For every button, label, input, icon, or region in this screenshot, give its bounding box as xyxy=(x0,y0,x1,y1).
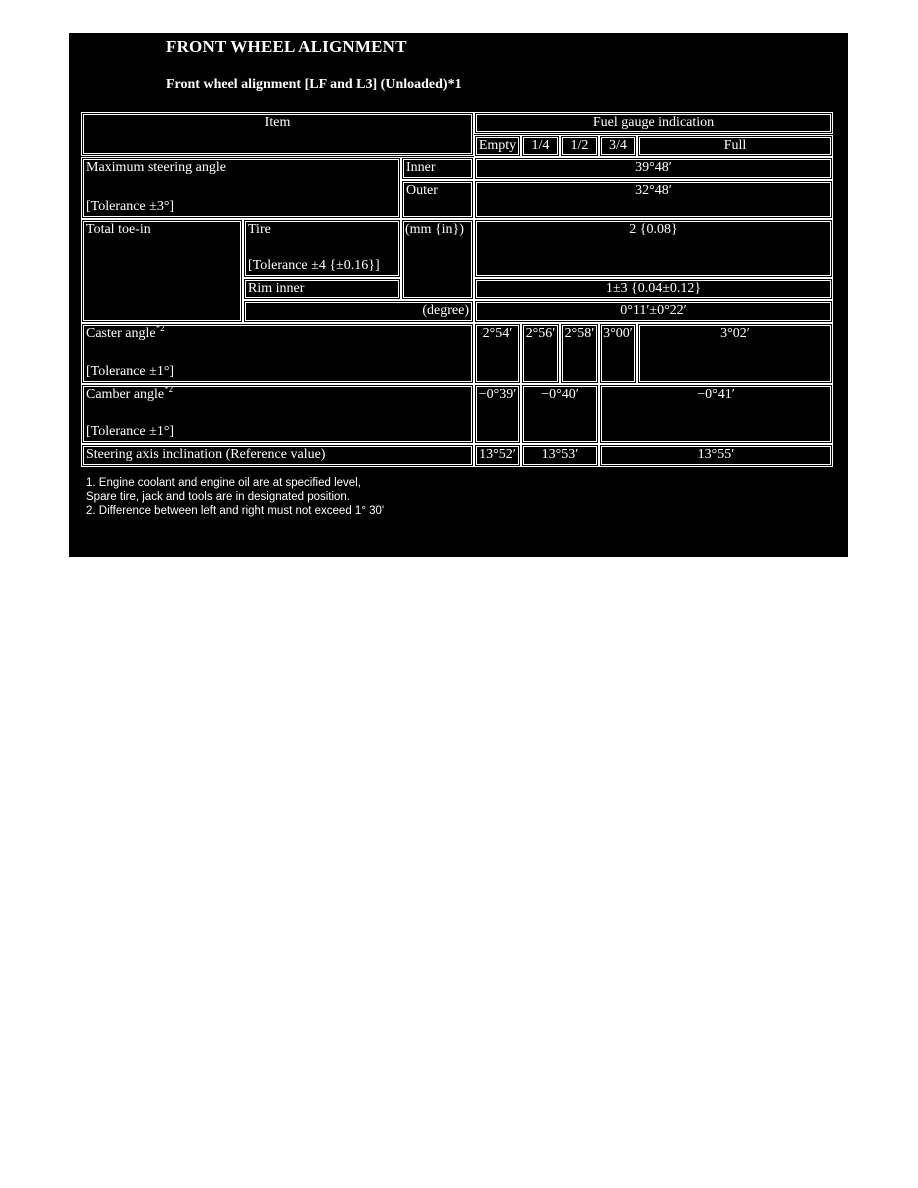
outer-label: Outer xyxy=(401,180,474,219)
tire-label: Tire xyxy=(248,222,271,237)
camber-value-empty: −0°39′ xyxy=(474,384,521,444)
steering-axis-value-full: 13°55′ xyxy=(599,444,833,467)
max-steering-tolerance: [Tolerance ±3°] xyxy=(86,199,175,214)
caster-note-ref: *2 xyxy=(155,323,165,333)
toe-in-unit-mm: (mm {in}) xyxy=(401,219,474,300)
camber-cell xyxy=(81,384,474,444)
inner-label: Inner xyxy=(401,157,474,180)
tire-tolerance: [Tolerance ±4 {±0.16}] xyxy=(248,258,380,273)
footnote-2: 2. Difference between left and right must not exceed 1° 30' xyxy=(86,505,385,517)
outer-value: 32°48′ xyxy=(474,180,833,219)
header-level-full: Full xyxy=(637,135,833,157)
header-item: Item xyxy=(81,112,474,156)
header-fuel-gauge: Fuel gauge indication xyxy=(474,112,833,134)
footnote-1: 1. Engine coolant and engine oil are at specified level, Spare tire, jack and tools are in designated position. xyxy=(86,477,361,503)
caster-cell xyxy=(81,323,474,384)
camber-label: Camber angle xyxy=(86,387,165,402)
steering-axis-value-mid: 13°53′ xyxy=(521,444,599,467)
alignment-panel xyxy=(69,33,848,557)
degree-label: (degree) xyxy=(243,300,474,323)
camber-tolerance: [Tolerance ±1°] xyxy=(86,424,175,439)
caster-value-full: 3°02′ xyxy=(637,323,833,384)
caster-value-half: 2°58′ xyxy=(560,323,599,384)
caster-value-empty: 2°54′ xyxy=(474,323,521,384)
steering-axis-label: Steering axis inclination (Reference value) xyxy=(81,444,474,467)
caster-value-three-quarter: 3°00′ xyxy=(599,323,637,384)
footnotes xyxy=(86,476,386,518)
page-subtitle: Front wheel alignment [LF and L3] (Unloaded)*1 xyxy=(166,77,462,92)
header-level-quarter: 1/4 xyxy=(521,135,560,157)
header-level-half: 1/2 xyxy=(560,135,599,157)
max-steering-label: Maximum steering angle xyxy=(86,160,226,175)
header-level-three-quarter: 3/4 xyxy=(599,135,637,157)
rim-inner-value: 1±3 {0.04±0.12} xyxy=(474,278,833,300)
tire-value: 2 {0.08} xyxy=(474,219,833,278)
caster-value-quarter: 2°56′ xyxy=(521,323,560,384)
camber-note-ref: *2 xyxy=(164,384,174,394)
camber-value-full: −0°41′ xyxy=(599,384,833,444)
camber-value-mid: −0°40′ xyxy=(521,384,599,444)
toe-in-label: Total toe-in xyxy=(81,219,243,323)
inner-value: 39°48′ xyxy=(474,157,833,180)
max-steering-cell xyxy=(81,157,401,219)
degree-value: 0°11′±0°22′ xyxy=(474,300,833,323)
caster-label: Caster angle xyxy=(86,326,156,341)
header-level-empty: Empty xyxy=(474,135,521,157)
tire-cell xyxy=(243,219,401,278)
page-title: FRONT WHEEL ALIGNMENT xyxy=(166,37,407,56)
caster-tolerance: [Tolerance ±1°] xyxy=(86,364,175,379)
steering-axis-value-empty: 13°52′ xyxy=(474,444,521,467)
rim-inner-label: Rim inner xyxy=(243,278,401,300)
